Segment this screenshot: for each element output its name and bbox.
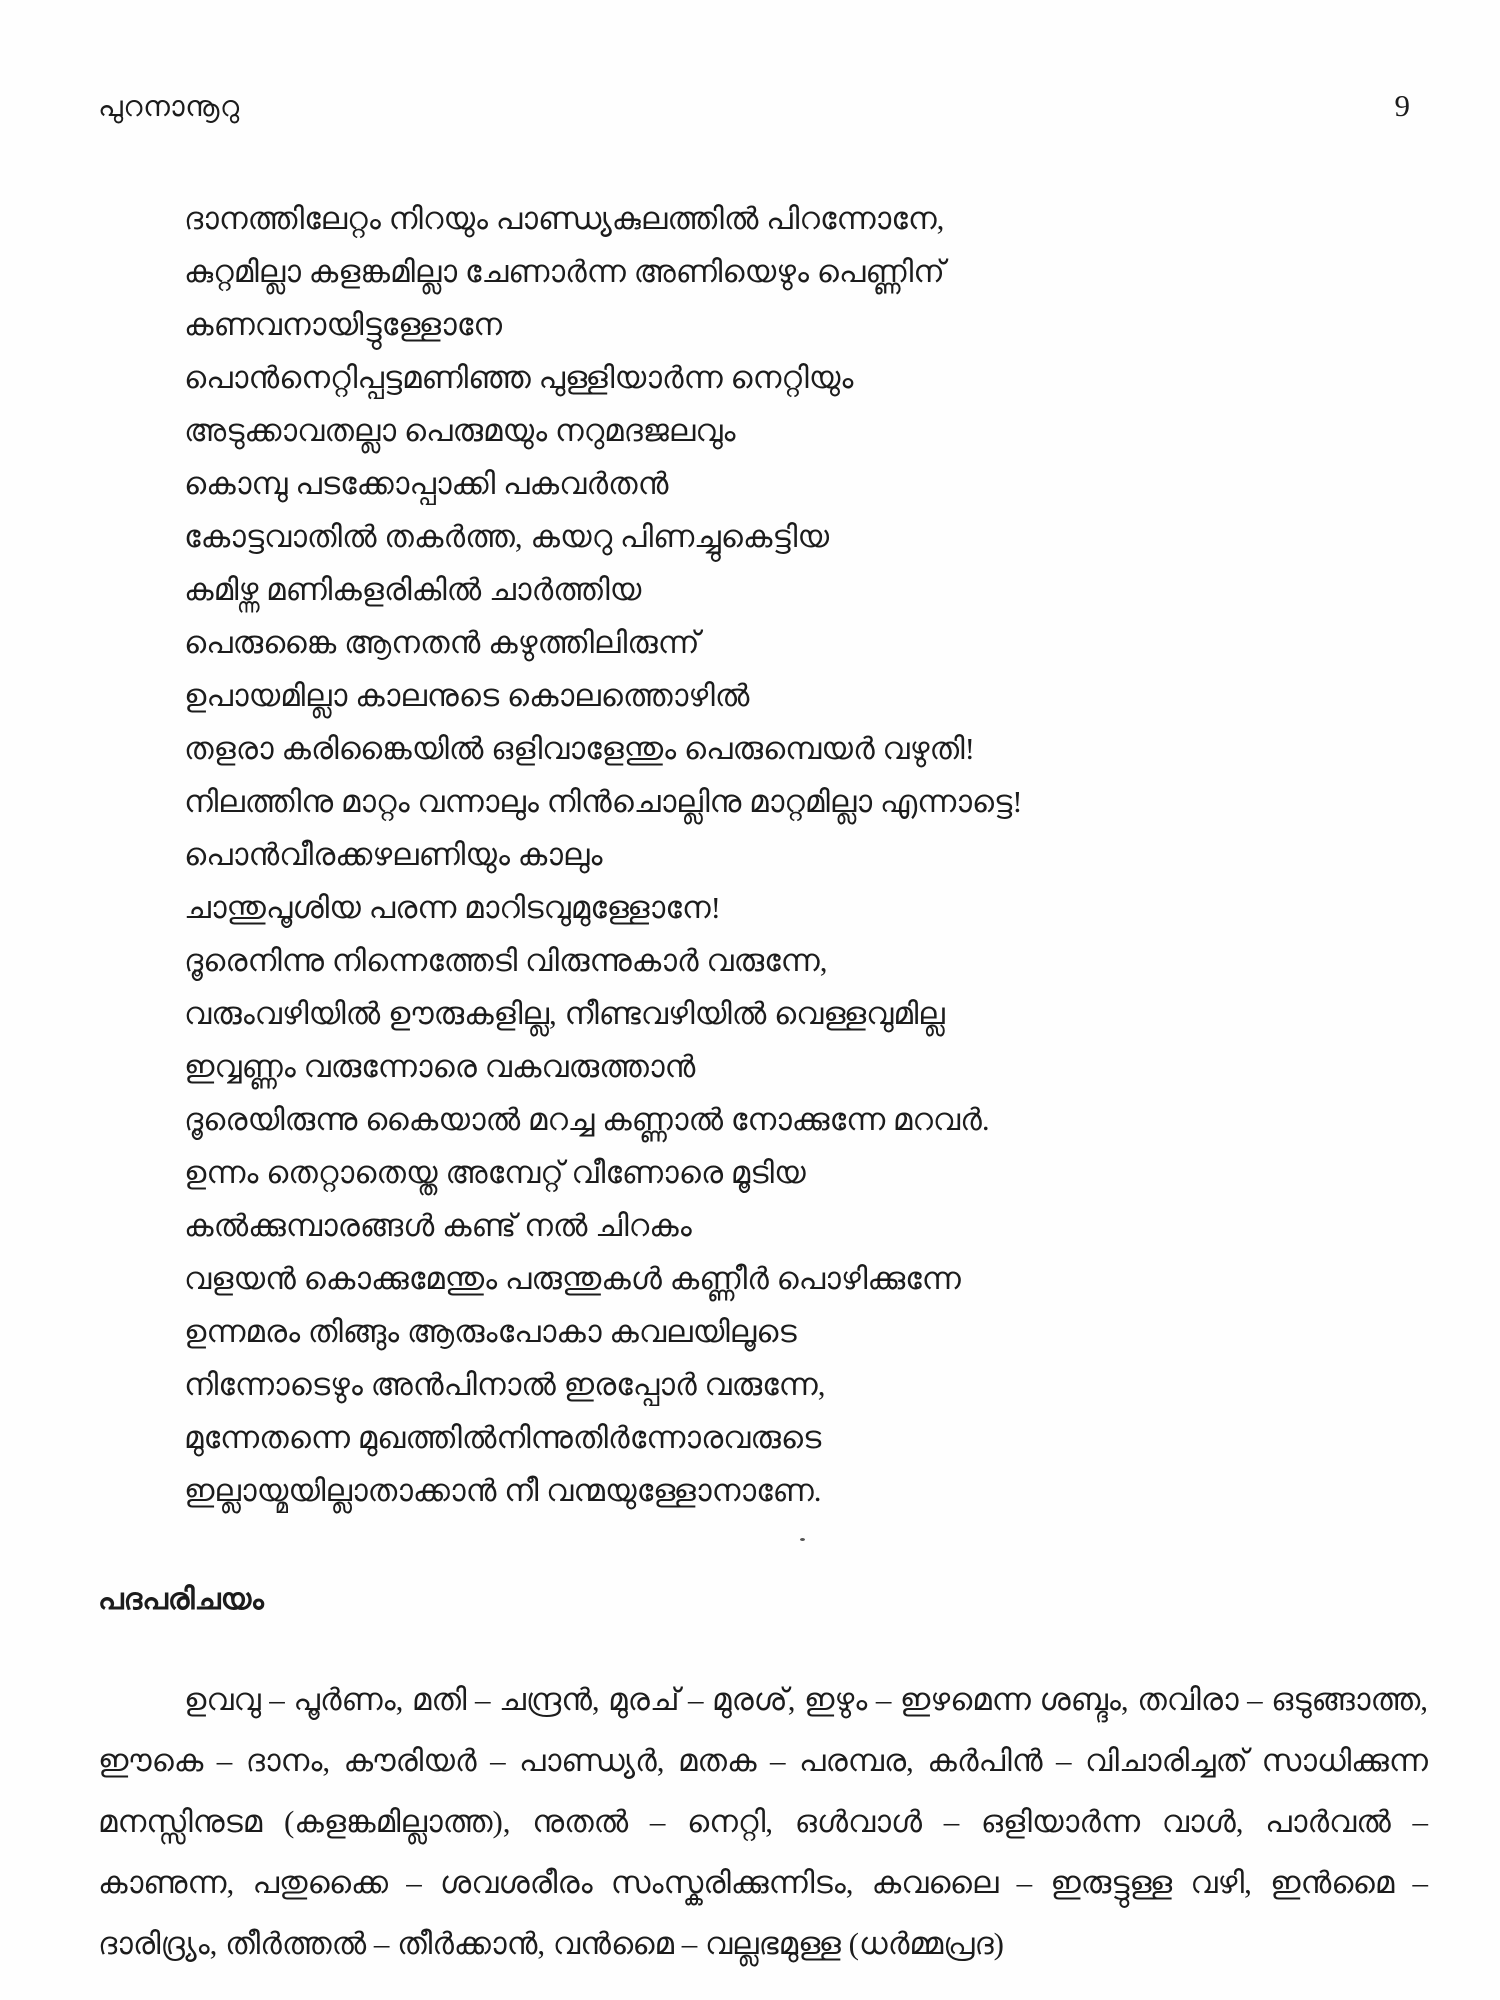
poem-line: ദാനത്തിലേറ്റം നിറയും പാണ്ഡ്യകുലത്തിൽ പിറന്നോനേ,	[184, 201, 945, 236]
poem-line: കോട്ടവാതിൽ തകർത്ത, കയറു പിണച്ചുകെട്ടിയ	[184, 519, 830, 554]
poem-line: കണവനായിട്ടുള്ളോനേ	[184, 307, 503, 342]
poem-line: നിന്നോടെഴും അൻപിനാൽ ഇരപ്പോർ വരുന്നേ,	[184, 1367, 826, 1402]
book-title: പുറനാനൂറു	[98, 91, 240, 123]
poem-line: ഉന്നം തെറ്റാതെയ്ത അമ്പേറ്റ് വീണോരെ മൂടിയ	[184, 1155, 806, 1190]
page-number: 9	[1394, 88, 1410, 123]
poem-line: പെരുങ്കൈ ആനതൻ കഴുത്തിലിരുന്ന്	[184, 625, 700, 660]
poem-line: ദൂരെയിരുന്നു കൈയാൽ മറച്ച കണ്ണാൽ നോക്കുന്നേ മറവർ.	[184, 1102, 990, 1137]
poem-line: ഉപായമില്ലാ കാലനുടെ കൊലത്തൊഴിൽ	[184, 678, 750, 713]
poem-line: കമിഴ്ന്ന മണികളരികിൽ ചാർത്തിയ	[184, 572, 642, 607]
poem-line: ചാന്തുപൂശിയ പരന്ന മാറിടവുമുള്ളോനേ!	[184, 890, 721, 925]
poem-line: വളയൻ കൊക്കുമേന്തും പരുന്തുകൾ കണ്ണീർ പൊഴിക്കുന്നേ	[184, 1261, 961, 1296]
glossary-text: ഉവവു – പൂർണം, മതി – ചന്ദ്രൻ, മുരച് – മുരശ്, ഇഴും – ഇഴമെന്ന ശബ്ദം, തവിരാ – ഒടുങ്ങാത്ത, ഈകെ – ദാനം, കൗരിയർ – പാണ്ഡ്യർ, മതക – പരമ്പര, കർപിൻ – വിചാരിച്ചത് സാധിക്കുന്ന മനസ്സിനുടമ (കളങ്കമില്ലാത്ത), നുതൽ – നെറ്റി, ഒൾവാൾ – ഒളിയാർന്ന വാൾ, പാർവൽ – കാണുന്ന, പതുക്കൈ – ശവശരീരം സംസ്കരിക്കുന്നിടം, കവലൈ – ഇരുട്ടുള്ള വഴി, ഇൻമൈ – ദാരിദ്ര്യം, തീർത്തൽ – തീർക്കാൻ, വൻമൈ – വല്ലഭമുള്ള (ധർമ്മപ്രദ)	[98, 1682, 1428, 1961]
poem-line: കൽക്കുമ്പാരങ്ങൾ കണ്ട് നൽ ചിറകം	[184, 1208, 692, 1243]
poem-line: ഇല്ലായ്മയില്ലാതാക്കാൻ നീ വന്മയുള്ളോനാണേ.	[184, 1473, 822, 1508]
page-header	[98, 88, 1428, 124]
poem-line: ഉന്നമരം തിങ്ങും ആരുംപോകാ കവലയിലൂടെ	[184, 1314, 797, 1349]
print-artifact-dot	[800, 1538, 805, 1541]
poem-line: വരുംവഴിയിൽ ഊരുകളില്ല, നീണ്ടവഴിയിൽ വെള്ളവുമില്ല	[184, 996, 945, 1031]
poem-line: ഇവ്വണ്ണം വരുന്നോരെ വകവരുത്താൻ	[184, 1049, 696, 1084]
poem	[184, 192, 1428, 1517]
poem-line: ദൂരെനിന്നു നിന്നെത്തേടി വിരുന്നുകാർ വരുന്നേ,	[184, 943, 828, 978]
poem-line: കുറ്റമില്ലാ കളങ്കമില്ലാ ചേണാർന്ന അണിയെഴും പെണ്ണിന്	[184, 254, 945, 289]
poem-line: മുന്നേതന്നെ മുഖത്തിൽനിന്നുതിർന്നോരവരുടെ	[184, 1420, 822, 1455]
poem-line: തളരാ കരിങ്കൈയിൽ ഒളിവാളേന്തും പെരുമ്പെയർ വഴുതി!	[184, 731, 975, 766]
poem-line: പൊൻനെറ്റിപ്പട്ടമണിഞ്ഞ പുള്ളിയാർന്ന നെറ്റിയും	[184, 360, 854, 395]
glossary-heading: പദപരിചയം	[98, 1583, 264, 1616]
poem-line: നിലത്തിനു മാറ്റം വന്നാലും നിൻചൊല്ലിനു മാറ്റമില്ലാ എന്നാട്ടെ!	[184, 784, 1023, 819]
poem-line: അടുക്കാവതല്ലാ പെരുമയും നറുമദജലവും	[184, 413, 736, 448]
poem-line: കൊമ്പു പടക്കോപ്പാക്കി പകവർതൻ	[184, 466, 669, 501]
poem-line: പൊൻവീരക്കഴലണിയും കാലും	[184, 837, 603, 872]
